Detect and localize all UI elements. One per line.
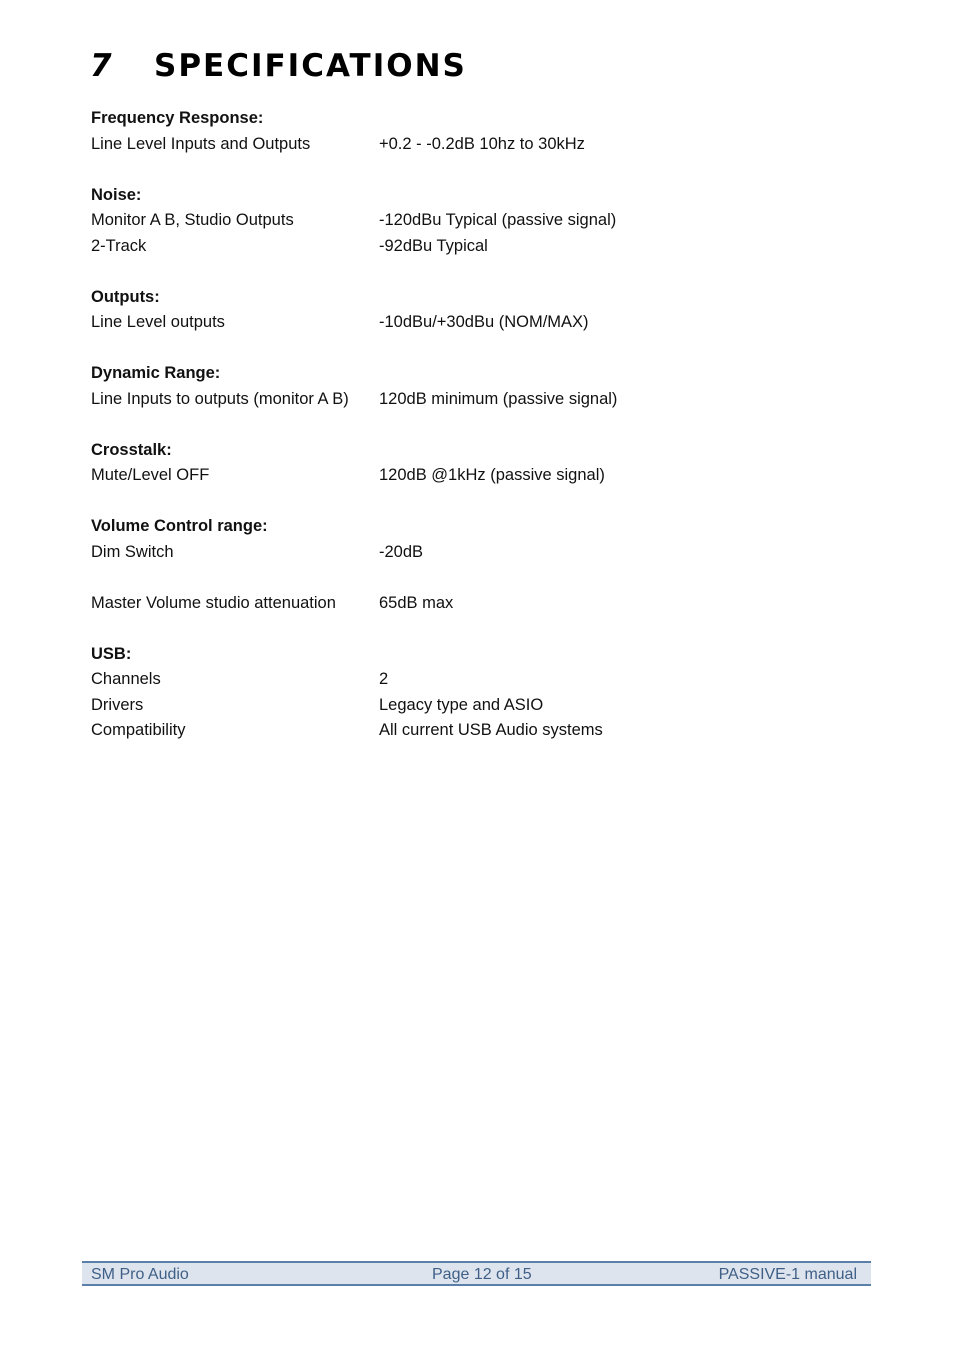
spec-label: Compatibility: [91, 721, 186, 739]
spec-label: Mute/Level OFF: [91, 466, 210, 484]
footer-document-title: PASSIVE-1 manual: [718, 1266, 857, 1283]
spec-value: Legacy type and ASIO: [379, 695, 544, 714]
spec-label: Line Level outputs: [91, 313, 225, 331]
spec-section-title: Crosstalk:: [91, 440, 172, 459]
footer-company: SM Pro Audio: [91, 1266, 189, 1283]
spec-value: +0.2 - -0.2dB 10hz to 30kHz: [379, 134, 585, 153]
spec-row: [91, 591, 791, 617]
spec-label: Drivers: [91, 695, 144, 714]
footer-page-number: Page 12 of 15: [432, 1266, 532, 1283]
spec-section-frequency-response: [91, 106, 791, 157]
spec-row: [91, 693, 791, 719]
spec-value: 65dB max: [379, 593, 454, 612]
spec-label: Line Level Inputs and Outputs: [91, 134, 311, 153]
spec-section-crosstalk: [91, 438, 791, 489]
spec-label: Line Inputs to outputs (monitor A B): [91, 389, 349, 408]
spec-row: [91, 540, 791, 566]
section-heading: [90, 44, 467, 88]
spec-row: [91, 234, 791, 260]
spec-value: -10dBu/+30dBu (NOM/MAX): [379, 313, 589, 331]
spec-row: [91, 310, 791, 336]
page-footer: [82, 1261, 871, 1286]
spec-row: [91, 132, 791, 158]
spec-value: 120dB @1kHz (passive signal): [379, 466, 605, 484]
spec-value: 120dB minimum (passive signal): [379, 389, 618, 408]
spec-section-title: Noise:: [91, 185, 142, 204]
spec-row: [91, 208, 791, 234]
spec-label: 2-Track: [91, 236, 147, 255]
spec-section-master-volume: [91, 591, 791, 617]
spec-section-noise: [91, 183, 791, 260]
spec-section-outputs: [91, 285, 791, 336]
spec-value: All current USB Audio systems: [379, 721, 603, 739]
spec-section-title: Frequency Response:: [91, 109, 264, 127]
spec-row: [91, 387, 791, 413]
spec-value: -92dBu Typical: [379, 236, 488, 255]
spec-row: [91, 667, 791, 693]
spec-section-title: Volume Control range:: [91, 517, 268, 535]
spec-section-dynamic-range: [91, 361, 791, 412]
spec-section-title: Outputs:: [91, 287, 160, 306]
spec-label: Monitor A B, Studio Outputs: [91, 211, 294, 229]
spec-section-volume-control: [91, 514, 791, 565]
spec-section-title: USB:: [91, 644, 132, 663]
specifications-list: [91, 106, 791, 769]
spec-row: [91, 463, 791, 489]
section-title: SPECIFICATIONS: [154, 48, 467, 84]
spec-row: [91, 718, 791, 744]
spec-value: 2: [379, 670, 389, 688]
spec-label: Dim Switch: [91, 542, 174, 561]
spec-label: Channels: [91, 670, 161, 688]
spec-label: Master Volume studio attenuation: [91, 593, 336, 612]
spec-value: -20dB: [379, 542, 424, 561]
spec-section-usb: [91, 642, 791, 744]
section-number: 7: [90, 48, 114, 84]
spec-value: -120dBu Typical (passive signal): [379, 211, 617, 229]
spec-section-title: Dynamic Range:: [91, 364, 221, 382]
